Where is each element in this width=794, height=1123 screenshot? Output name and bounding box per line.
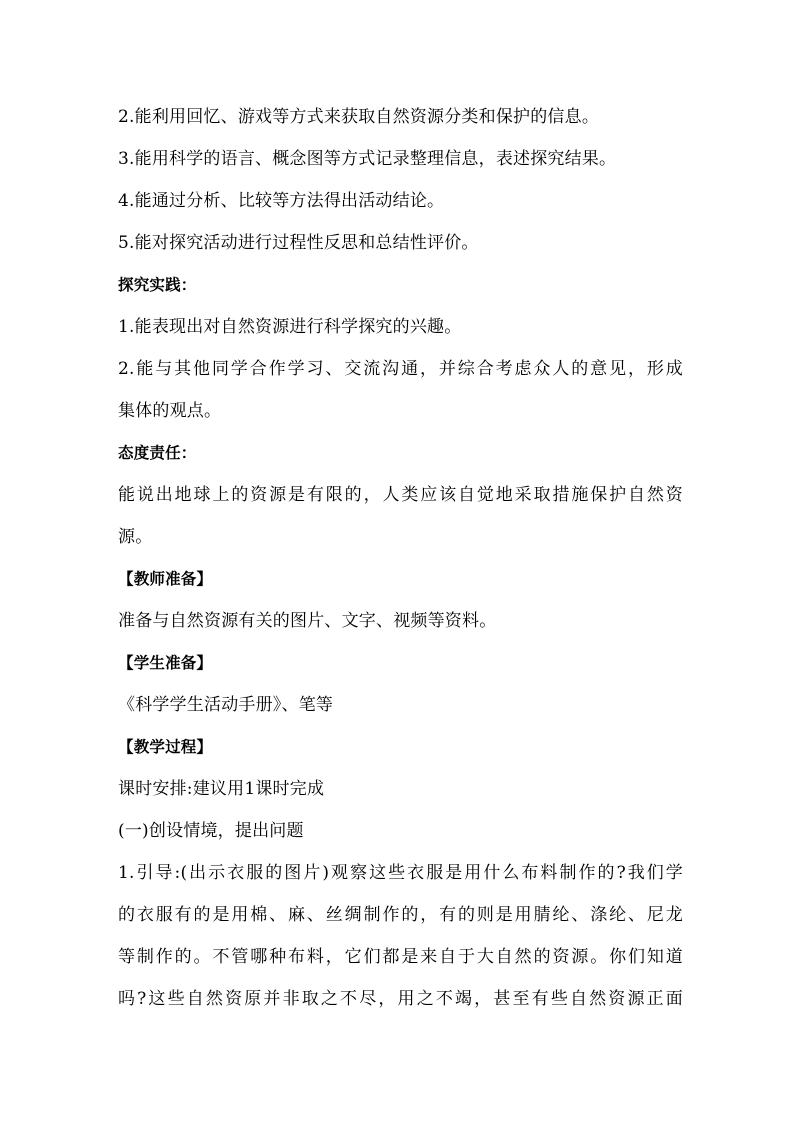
objective-line-3: 3.能用科学的语言、概念图等方式记录整理信息，表述探究结果。 bbox=[118, 149, 617, 169]
section-heading-teaching-process: 【教学过程】 bbox=[118, 738, 213, 756]
objective-line-4: 4.能通过分析、比较等方法得出活动结论。 bbox=[118, 191, 445, 211]
section-heading-inquiry-practice: 探究实践： bbox=[118, 276, 197, 294]
student-prep-text: 《科学学生活动手册》、笔等 bbox=[118, 695, 334, 715]
attitude-line: 能说出地球上的资源是有限的，人类应该自觉地采取措施保护自然资 bbox=[118, 485, 683, 505]
schedule-text: 课时安排:建议用1课时完成 bbox=[118, 779, 325, 799]
inquiry-line-2: 2.能与其他同学合作学习、交流沟通，并综合考虑众人的意见，形成 bbox=[118, 359, 683, 379]
teacher-prep-text: 准备与自然资源有关的图片、文字、视频等资料。 bbox=[118, 611, 497, 631]
step-heading-1: (一)创设情境，提出问题 bbox=[118, 821, 304, 841]
attitude-line-cont: 源。 bbox=[118, 527, 153, 547]
guide-paragraph-line-2: 的衣服有的是用棉、麻、丝绸制作的，有的则是用腈纶、涤纶、尼龙 bbox=[118, 905, 683, 925]
inquiry-line-2-cont: 集体的观点。 bbox=[118, 401, 222, 421]
section-heading-teacher-prep: 【教师准备】 bbox=[118, 570, 213, 588]
guide-paragraph-line-1: 1.引导:(出示衣服的图片)观察这些衣服是用什么布料制作的?我们学 bbox=[118, 863, 683, 883]
objective-line-5: 5.能对探究活动进行过程性反思和总结性评价。 bbox=[118, 233, 479, 253]
guide-paragraph-line-4: 吗?这些自然资原并非取之不尽，用之不竭，甚至有些自然资源正面 bbox=[118, 989, 683, 1009]
section-heading-attitude: 态度责任： bbox=[118, 444, 197, 462]
inquiry-line-1: 1.能表现出对自然资源进行科学探究的兴趣。 bbox=[118, 317, 462, 337]
guide-paragraph-line-3: 等制作的。不管哪种布料，它们都是来自于大自然的资源。你们知道 bbox=[118, 947, 683, 967]
section-heading-student-prep: 【学生准备】 bbox=[118, 654, 213, 672]
objective-line-2: 2.能利用回忆、游戏等方式来获取自然资源分类和保护的信息。 bbox=[118, 107, 600, 127]
